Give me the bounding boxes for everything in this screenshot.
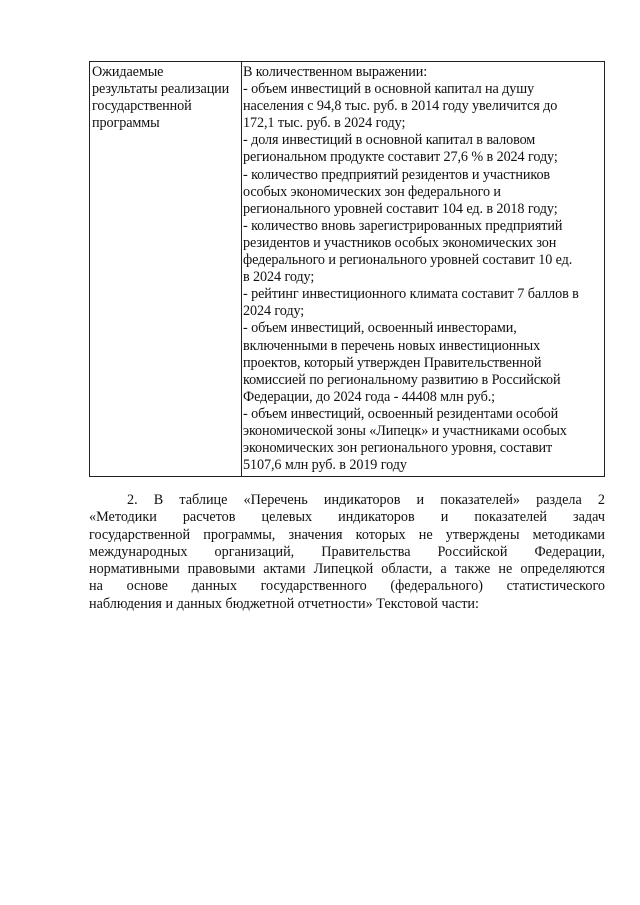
value-line: федерального и регионального уровней составит 10 ед.	[243, 252, 573, 269]
value-line: - количество вновь зарегистрированных предприятий	[243, 217, 563, 234]
paragraph-line: нормативными правовыми актами Липецкой области, а также не определяются	[89, 561, 605, 578]
value-line: в 2024 году;	[243, 269, 315, 286]
value-line: региональном продукте составит 27,6 % в 2024 году;	[243, 149, 558, 166]
label-line: результаты реализации	[92, 81, 230, 98]
label-line: Ожидаемые	[92, 64, 164, 80]
results-table	[89, 61, 605, 477]
value-line: 2024 году;	[243, 303, 305, 320]
amendment-paragraph	[89, 492, 605, 613]
value-line: особых экономических зон федерального и	[243, 183, 501, 200]
table-label-cell	[92, 64, 240, 132]
value-line: - количество предприятий резидентов и участников	[243, 166, 551, 183]
paragraph-line: 2. В таблице «Перечень индикаторов и показателей» раздела 2	[127, 492, 605, 508]
paragraph-line: «Методики расчетов целевых индикаторов и показателей задач	[89, 509, 605, 526]
value-line: комиссией по региональному развитию в Российской	[243, 371, 561, 388]
value-line: - объем инвестиций, освоенный инвесторами,	[243, 320, 517, 337]
paragraph-line: на основе данных государственного (федерального) статистического	[89, 578, 605, 595]
value-line: В количественном выражении:	[243, 64, 428, 80]
value-line: - доля инвестиций в основной капитал в валовом	[243, 132, 536, 149]
label-line: программы	[92, 115, 160, 132]
value-line: - объем инвестиций, освоенный резидентами особой	[243, 405, 559, 422]
value-line: - объем инвестиций в основной капитал на душу	[243, 81, 535, 98]
value-line: экономической зоны «Липецк» и участниками особых	[243, 422, 567, 439]
value-line: экономических зон регионального уровня, составит	[243, 440, 553, 457]
value-line: - рейтинг инвестиционного климата составит 7 баллов в	[243, 286, 579, 303]
label-line: государственной	[92, 98, 192, 115]
paragraph-line: наблюдения и данных бюджетной отчетности» Текстовой части:	[89, 595, 479, 612]
table-value-cell	[243, 64, 603, 474]
paragraph-line: международных организаций, Правительства Российской Федерации,	[89, 543, 605, 560]
value-line: включенными в перечень новых инвестиционных	[243, 337, 541, 354]
value-line: резидентов и участников особых экономических зон	[243, 234, 557, 251]
value-line: регионального уровней составит 104 ед. в 2018 году;	[243, 200, 558, 217]
value-line: населения с 94,8 тыс. руб. в 2014 году увеличится до	[243, 98, 558, 115]
value-line: проектов, который утвержден Правительственной	[243, 354, 542, 371]
value-line: 5107,6 млн руб. в 2019 году	[243, 457, 407, 474]
value-line: Федерации, до 2024 года - 44408 млн руб.;	[243, 388, 495, 405]
table-column-divider	[241, 62, 242, 476]
value-line: 172,1 тыс. руб. в 2024 году;	[243, 115, 406, 132]
paragraph-line: государственной программы, значения которых не утверждены методиками	[89, 526, 605, 543]
